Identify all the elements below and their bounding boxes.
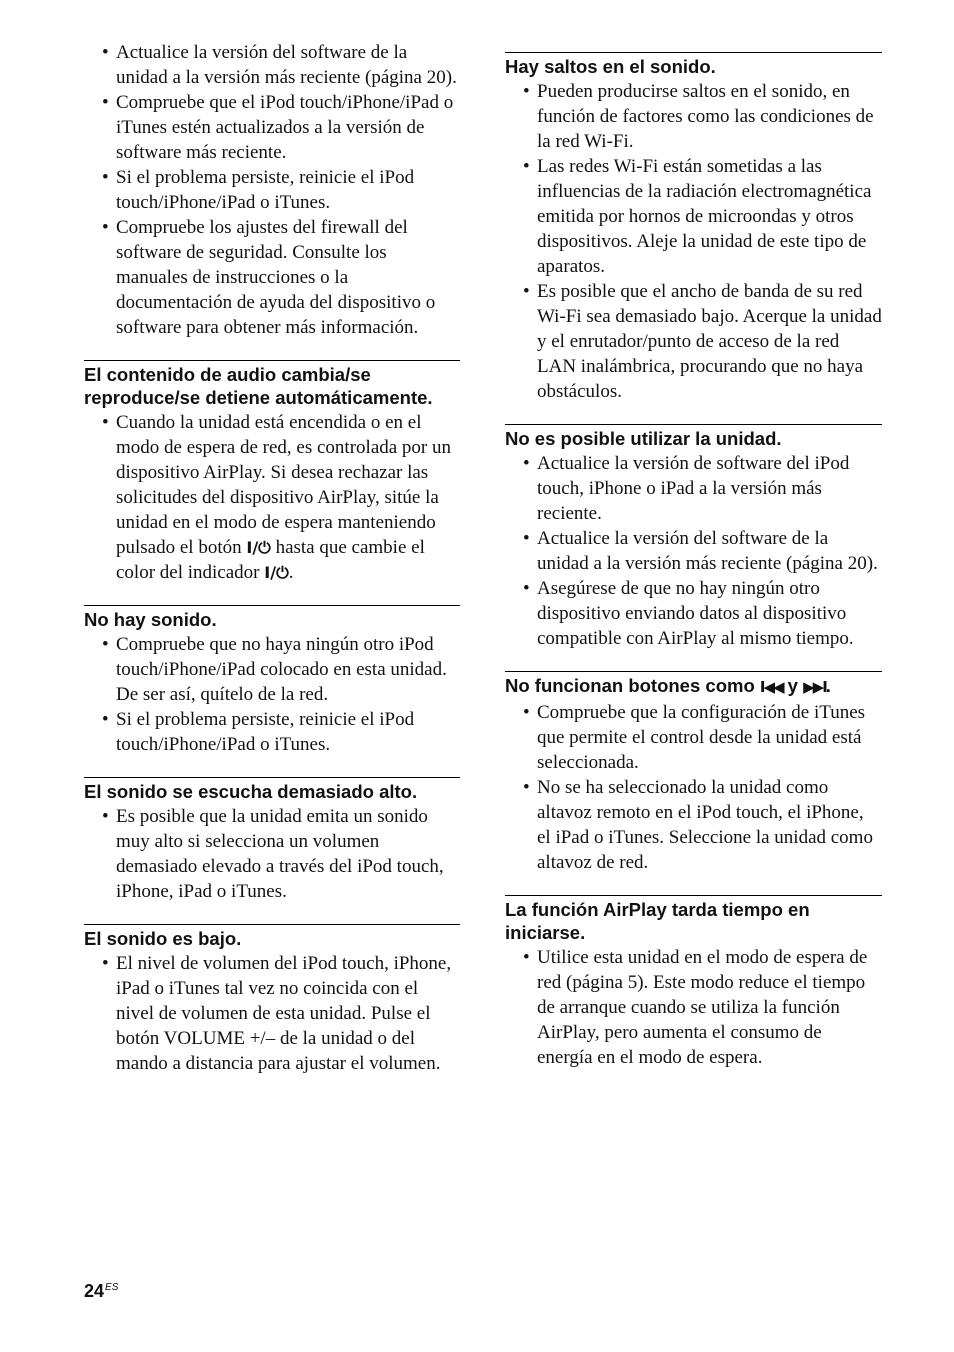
list-item: • No se ha seleccionado la unidad como altavoz remoto en el iPod touch, el iPhone, el iPad o iTunes. Seleccione la unidad como altavoz de red. (505, 775, 882, 875)
bullet-list (505, 79, 882, 404)
list-item: • Actualice la versión de software del iPod touch, iPhone o iPad a la versión más reciente. (505, 451, 882, 526)
language-code: ES (105, 1282, 119, 1293)
power-button-icon: I/⏻ (246, 538, 271, 557)
section-continued (84, 40, 460, 340)
heading-text: y (782, 675, 804, 696)
next-track-icon: ▶▶I (803, 678, 826, 696)
section-no-sound (84, 605, 460, 757)
right-column (505, 40, 882, 1070)
list-item: • Compruebe que la configuración de iTunes que permite el control desde la unidad está seleccionada. (505, 700, 882, 775)
bullet-list (84, 632, 460, 757)
section-heading (505, 671, 882, 699)
item-text: Cuando la unidad está encendida o en el modo de espera de red, es controlada por un dispositivo AirPlay. Si desea rechazar las solicitudes del dispositivo AirPlay, sitúe la unidad en el modo de espera manteniendo pulsado el botón (116, 412, 452, 558)
previous-track-icon: I◀◀ (759, 678, 783, 696)
list-item: • Asegúrese de que no hay ningún otro dispositivo enviando datos al dispositivo compatible con AirPlay al mismo tiempo. (505, 576, 882, 651)
bullet-list (505, 700, 882, 875)
section-heading: El sonido se escucha demasiado alto. (84, 777, 460, 803)
bullet-list (505, 945, 882, 1070)
section-heading: No hay sonido. (84, 605, 460, 631)
section-sound-too-loud (84, 777, 460, 904)
section-heading: El contenido de audio cambia/se reproduce/se detiene automáticamente. (84, 360, 460, 409)
bullet-list (84, 951, 460, 1076)
page-number-value: 24 (84, 1281, 105, 1301)
list-item: • Las redes Wi-Fi están sometidas a las influencias de la radiación electromagnética emitida por hornos de microondas y otros dispositivos. Aleje la unidad de este tipo de aparatos. (505, 154, 882, 279)
list-item: • Compruebe los ajustes del firewall del software de seguridad. Consulte los manuales de instrucciones o la documentación de ayuda del dispositivo o software para obtener más información. (84, 215, 460, 340)
section-sound-skips (505, 52, 882, 404)
bullet-list (84, 40, 460, 340)
heading-text: . (825, 675, 831, 696)
section-heading: Hay saltos en el sonido. (505, 52, 882, 78)
section-heading: No es posible utilizar la unidad. (505, 424, 882, 450)
heading-text: No funcionan botones como (505, 675, 760, 696)
list-item: • Pueden producirse saltos en el sonido, en función de factores como las condiciones de la red Wi-Fi. (505, 79, 882, 154)
section-sound-low (84, 924, 460, 1076)
list-item: • Es posible que el ancho de banda de su red Wi-Fi sea demasiado bajo. Acerque la unidad y el enrutador/punto de acceso de la red LAN inalámbrica, procurando que no haya obstáculos. (505, 279, 882, 404)
section-heading: El sonido es bajo. (84, 924, 460, 950)
list-item: • Utilice esta unidad en el modo de espera de red (página 5). Este modo reduce el tiempo de arranque cuando se utiliza la función AirPlay, pero aumenta el consumo de energía en el modo de espera. (505, 945, 882, 1070)
section-audio-changes (84, 360, 460, 585)
section-heading: La función AirPlay tarda tiempo en iniciarse. (505, 895, 882, 944)
list-item (84, 410, 460, 585)
item-text: hasta que cambie el color del indicador (116, 537, 425, 583)
list-item: • Si el problema persiste, reinicie el iPod touch/iPhone/iPad o iTunes. (84, 707, 460, 757)
page-number (84, 1281, 118, 1302)
section-buttons-not-working (505, 671, 882, 875)
list-item: • Actualice la versión del software de la unidad a la versión más reciente (página 20). (505, 526, 882, 576)
bullet-list (84, 410, 460, 585)
bullet-list (84, 804, 460, 904)
list-item: • El nivel de volumen del iPod touch, iPhone, iPad o iTunes tal vez no coincida con el nivel de volumen de esta unidad. Pulse el botón VOLUME +/– de la unidad o del mando a distancia para ajustar el volumen. (84, 951, 460, 1076)
bullet-list (505, 451, 882, 651)
list-item: • Es posible que la unidad emita un sonido muy alto si selecciona un volumen demasiado elevado a través del iPod touch, iPhone, iPad o iTunes. (84, 804, 460, 904)
list-item: • Si el problema persiste, reinicie el iPod touch/iPhone/iPad o iTunes. (84, 165, 460, 215)
section-unit-unusable (505, 424, 882, 651)
left-column (84, 40, 460, 1076)
list-item: • Actualice la versión del software de la unidad a la versión más reciente (página 20). (84, 40, 460, 90)
section-airplay-slow-start (505, 895, 882, 1070)
item-text: . (288, 562, 294, 583)
list-item: • Compruebe que el iPod touch/iPhone/iPad o iTunes estén actualizados a la versión de software más reciente. (84, 90, 460, 165)
list-item: • Compruebe que no haya ningún otro iPod touch/iPhone/iPad colocado en esta unidad. De ser así, quítelo de la red. (84, 632, 460, 707)
power-indicator-icon: I/⏻ (264, 563, 289, 582)
